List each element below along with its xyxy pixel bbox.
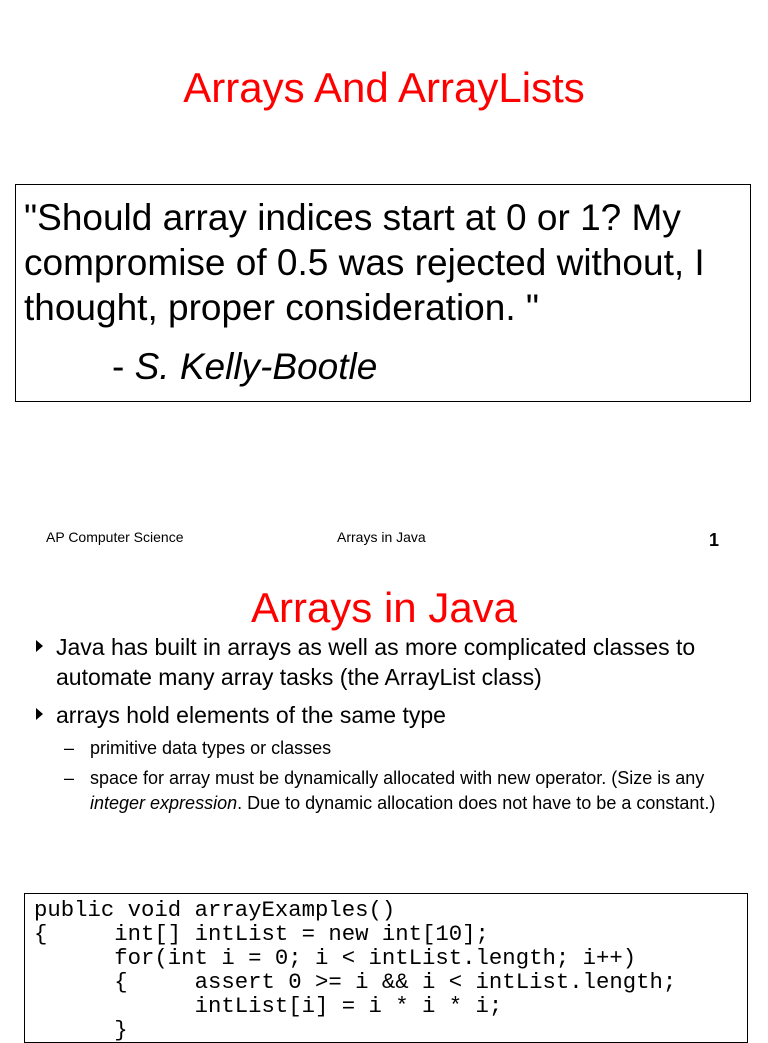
code-box xyxy=(24,893,748,1043)
sub-bullet-dash: – xyxy=(64,768,75,788)
quote-author xyxy=(112,345,377,389)
code-block xyxy=(34,898,676,1042)
code-line: } xyxy=(34,1017,128,1043)
author-name: S. Kelly-Bootle xyxy=(134,346,378,387)
slide-title: Arrays And ArrayLists xyxy=(183,64,585,111)
code-line: { int[] intList = new int[10]; xyxy=(34,921,489,947)
slide-title-2: Arrays in Java xyxy=(250,584,518,631)
page-number: 1 xyxy=(709,530,720,550)
code-line: public void arrayExamples() xyxy=(34,897,396,923)
code-line: for(int i = 0; i < intList.length; i++) xyxy=(34,945,637,971)
sub-bullet-text: primitive data types or classes xyxy=(90,738,332,758)
sub-text-after: . Due to dynamic allocation does not have to be a constant.) xyxy=(237,793,716,813)
footer-course: AP Computer Science xyxy=(46,529,184,545)
quote-text: "Should array indices start at 0 or 1? My compromise of 0.5 was rejected without, I thought, proper consideration. " xyxy=(24,197,705,328)
footer-topic: Arrays in Java xyxy=(337,529,426,545)
code-line: { assert 0 >= i && i < intList.length; xyxy=(34,969,677,995)
bullet-triangle-icon xyxy=(36,708,43,720)
author-dash: - xyxy=(112,346,135,387)
bullet-text: Java has built in arrays as well as more complicated classes to automate many array tasks (the ArrayList class) xyxy=(56,634,696,690)
sub-bullet-text xyxy=(90,766,762,816)
bullet-text: arrays hold elements of the same type xyxy=(56,702,446,728)
sub-text-before: space for array must be dynamically allocated with new operator. (Size is any xyxy=(90,768,705,788)
quote-box xyxy=(15,184,751,402)
sub-bullet-dash: – xyxy=(64,738,75,758)
sub-text-italic: integer expression xyxy=(90,793,238,813)
bullet-triangle-icon xyxy=(36,640,43,652)
code-line: intList[i] = i * i * i; xyxy=(34,993,503,1019)
